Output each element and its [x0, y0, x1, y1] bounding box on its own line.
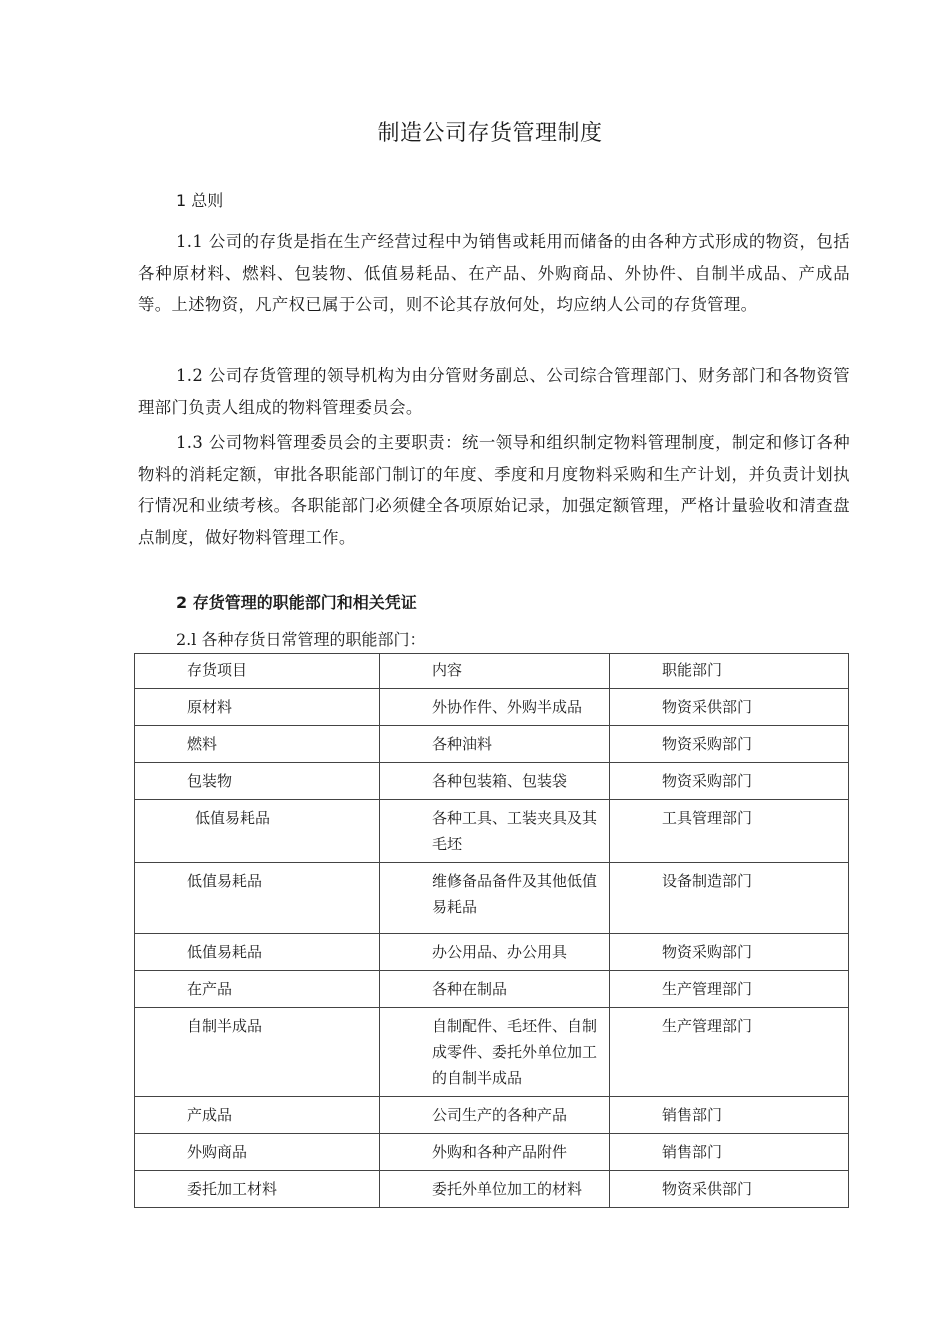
table-row [135, 726, 849, 763]
cell-item: 包装物 [135, 763, 380, 800]
table-row [135, 763, 849, 800]
cell-item: 委托加工材料 [135, 1171, 380, 1208]
cell-content: 各种油料 [380, 726, 610, 763]
table-header-row [135, 654, 849, 689]
header-content: 内容 [380, 654, 610, 689]
cell-item: 产成品 [135, 1097, 380, 1134]
cell-content: 各种包装箱、包装袋 [380, 763, 610, 800]
table-row [135, 934, 849, 971]
table-row [135, 1171, 849, 1208]
section-1-heading: 1 总则 [176, 191, 224, 210]
cell-item: 燃料 [135, 726, 380, 763]
cell-content: 维修备品备件及其他低值易耗品 [380, 863, 610, 934]
table-row [135, 800, 849, 863]
cell-department: 销售部门 [610, 1097, 849, 1134]
cell-content: 各种工具、工装夹具及其毛坯 [380, 800, 610, 863]
cell-content: 自制配件、毛坯件、自制成零件、委托外单位加工的自制半成品 [380, 1008, 610, 1097]
cell-department: 销售部门 [610, 1134, 849, 1171]
cell-content: 办公用品、办公用具 [380, 934, 610, 971]
table-row [135, 863, 849, 934]
cell-department: 物资采购部门 [610, 726, 849, 763]
cell-department: 工具管理部门 [610, 800, 849, 863]
table-caption: 2.l 各种存货日常管理的职能部门： [176, 630, 426, 649]
table-row [135, 1008, 849, 1097]
cell-content: 外协作件、外购半成品 [380, 689, 610, 726]
inventory-departments-table [134, 653, 849, 1208]
cell-item: 低值易耗品 [135, 800, 380, 863]
table-row [135, 689, 849, 726]
cell-department: 物资采购部门 [610, 763, 849, 800]
table-row [135, 1097, 849, 1134]
cell-content: 公司生产的各种产品 [380, 1097, 610, 1134]
cell-department: 物资采购部门 [610, 934, 849, 971]
header-item: 存货项目 [135, 654, 380, 689]
cell-item: 自制半成品 [135, 1008, 380, 1097]
cell-department: 生产管理部门 [610, 1008, 849, 1097]
cell-content: 外购和各种产品附件 [380, 1134, 610, 1171]
table-row [135, 1134, 849, 1171]
table-row [135, 971, 849, 1008]
document-title: 制造公司存货管理制度 [377, 121, 603, 146]
cell-item: 外购商品 [135, 1134, 380, 1171]
cell-item: 低值易耗品 [135, 934, 380, 971]
paragraph-1-2: 1.2 公司存货管理的领导机构为由分管财务副总、公司综合管理部门、财务部门和各物资管理部门负责人组成的物料管理委员会。 [138, 366, 850, 417]
cell-content: 各种在制品 [380, 971, 610, 1008]
cell-item: 原材料 [135, 689, 380, 726]
cell-department: 物资采供部门 [610, 1171, 849, 1208]
paragraph-1-3: 1.3 公司物料管理委员会的主要职责：统一领导和组织制定物料管理制度，制定和修订各种物料的消耗定额，审批各职能部门制订的年度、季度和月度物料采购和生产计划，并负责计划执行情况和业绩考核。各职能部门必须健全各项原始记录，加强定额管理，严格计量验收和清查盘点制度，做好物料管理工作。 [138, 433, 850, 547]
paragraph-1-1: 1.1 公司的存货是指在生产经营过程中为销售或耗用而储备的由各种方式形成的物资，包括各种原材料、燃料、包装物、低值易耗品、在产品、外购商品、外协件、自制半成品、产成品等。上述物资，凡产权已属于公司，则不论其存放何处，均应纳人公司的存货管理。 [138, 232, 850, 314]
header-department: 职能部门 [610, 654, 849, 689]
cell-department: 物资采供部门 [610, 689, 849, 726]
cell-content: 委托外单位加工的材料 [380, 1171, 610, 1208]
cell-department: 设备制造部门 [610, 863, 849, 934]
cell-department: 生产管理部门 [610, 971, 849, 1008]
cell-item: 低值易耗品 [135, 863, 380, 934]
section-2-heading: 2 存货管理的职能部门和相关凭证 [176, 593, 417, 612]
cell-item: 在产品 [135, 971, 380, 1008]
